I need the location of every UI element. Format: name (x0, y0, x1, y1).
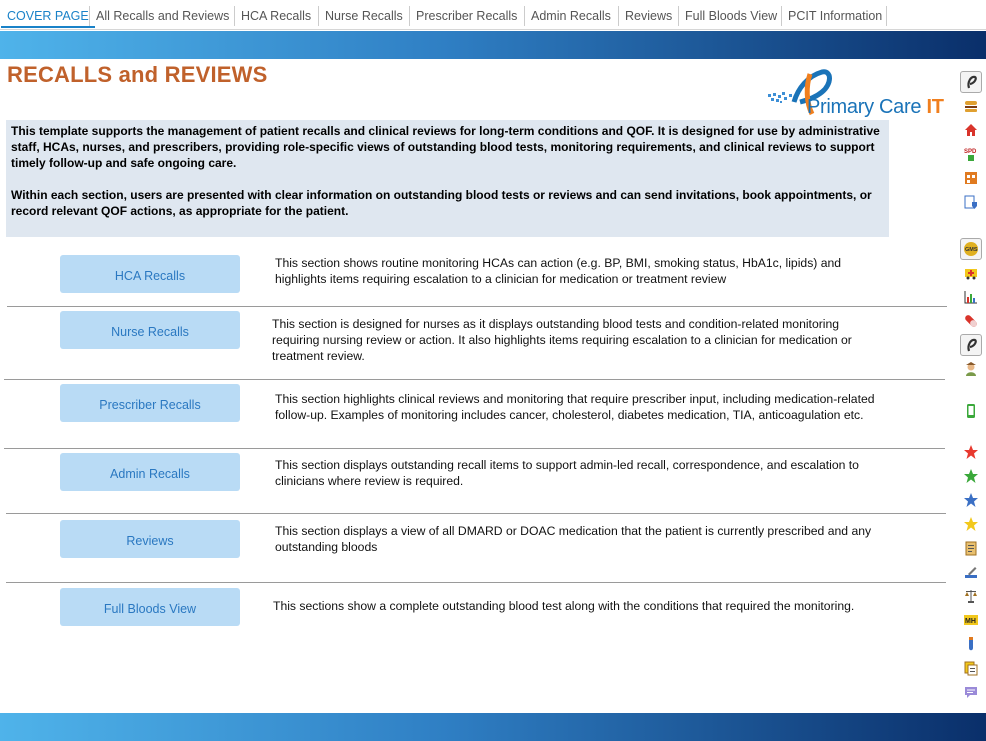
tab-all-recalls-and-reviews[interactable]: All Recalls and Reviews (96, 9, 230, 23)
document-shield-icon[interactable] (960, 191, 982, 213)
logo-text-it: IT (926, 96, 944, 118)
tab-cover-page[interactable]: COVER PAGE (1, 4, 95, 28)
tab-nurse-recalls[interactable]: Nurse Recalls (325, 9, 403, 23)
tab-divider (886, 6, 887, 26)
notes-icon[interactable] (960, 657, 982, 679)
header-band (0, 31, 986, 59)
section-divider (6, 582, 946, 583)
hca-recalls-button[interactable]: HCA Recalls (60, 255, 240, 293)
test-tube-icon[interactable] (960, 633, 982, 655)
green-star-icon[interactable] (960, 465, 982, 487)
bar-chart-icon[interactable] (960, 286, 982, 308)
section-divider (7, 306, 947, 307)
primary-care-it-logo (766, 66, 946, 122)
pcit-logo-icon-2[interactable] (960, 334, 982, 356)
spd-label: SPD (964, 149, 977, 155)
intro-paragraph-2: Within each section, users are presented with clear information on outstanding blood tests or reviews and can send invitations, book appointments, or record relevant QOF actions, as appropriate for the patient. (11, 188, 872, 218)
gms-label: GMS (965, 247, 978, 253)
prescriber-recalls-description: This section highlights clinical reviews and monitoring that require prescriber input, including medication-related follow-up. Examples of monitoring includes cancer, cholesterol, diabetes medication, TIA, anticoagulation etc. (275, 392, 875, 422)
gms-icon[interactable] (960, 238, 982, 260)
admin-recalls-button[interactable]: Admin Recalls (60, 453, 240, 491)
mh-label: MH (965, 618, 976, 625)
full-bloods-view-description: This sections show a complete outstanding blood test along with the conditions that required the monitoring. (273, 599, 855, 613)
mh-icon[interactable] (960, 609, 982, 631)
section-divider (6, 513, 946, 514)
calendar-icon[interactable] (960, 167, 982, 189)
tab-admin-recalls[interactable]: Admin Recalls (531, 9, 611, 23)
tab-bar (0, 0, 986, 30)
capsule-icon[interactable] (960, 310, 982, 332)
nurse-recalls-button[interactable]: Nurse Recalls (60, 311, 240, 349)
ambulance-icon[interactable] (960, 262, 982, 284)
hca-recalls-description: This section shows routine monitoring HCAs can action (e.g. BP, BMI, smoking status, HbA1c, lipids) and highlights items requiring escalation to a clinician for medication or treatment review (275, 256, 842, 286)
spd-icon[interactable] (960, 143, 982, 165)
chat-bubble-icon[interactable] (960, 681, 982, 703)
full-bloods-view-button[interactable]: Full Bloods View (60, 588, 240, 626)
reviews-description: This section displays a view of all DMARD or DOAC medication that the patient is currently prescribed and any outstanding bloods (275, 524, 872, 554)
reviews-button[interactable]: Reviews (60, 520, 240, 558)
tab-full-bloods-view[interactable]: Full Bloods View (685, 9, 778, 23)
tab-prescriber-recalls[interactable]: Prescriber Recalls (416, 9, 518, 23)
mobile-phone-icon[interactable] (960, 400, 982, 422)
pcit-logo-icon[interactable] (960, 71, 982, 93)
person-icon[interactable] (960, 358, 982, 380)
clipboard-icon[interactable] (960, 537, 982, 559)
section-divider (4, 379, 945, 380)
yellow-star-icon[interactable] (960, 513, 982, 535)
admin-recalls-description: This section displays outstanding recall items to support admin-led recall, correspondence, and escalation to clinicians where review is required. (275, 458, 859, 488)
red-star-icon[interactable] (960, 441, 982, 463)
intro-paragraph-1: This template supports the management of patient recalls and clinical reviews for long-term conditions and QOF. It is designed for use by administrative staff, HCAs, nurses, and prescribers, providing role-specific views of outstanding blood tests, monitoring requirements, and clinical reviews to support timely follow-up and safe ongoing care. (11, 124, 880, 170)
tab-reviews[interactable]: Reviews (625, 9, 673, 23)
intro-box (6, 120, 889, 237)
tab-pcit-information[interactable]: PCIT Information (788, 9, 883, 23)
page-title: RECALLS and REVIEWS (7, 62, 268, 87)
home-icon[interactable] (960, 119, 982, 141)
section-divider (4, 448, 945, 449)
prescriber-recalls-button[interactable]: Prescriber Recalls (60, 384, 240, 422)
burger-icon[interactable] (960, 95, 982, 117)
tab-hca-recalls[interactable]: HCA Recalls (241, 9, 312, 23)
logo-text: Primary Care (807, 96, 927, 118)
blue-star-icon[interactable] (960, 489, 982, 511)
scales-icon[interactable] (960, 585, 982, 607)
footer-band (0, 713, 986, 741)
pen-tray-icon[interactable] (960, 561, 982, 583)
nurse-recalls-description: This section is designed for nurses as it displays outstanding blood tests and condition-related monitoring requiring nursing review or action. It also highlights items requiring escalation to a clinician for medication or treatment review. (272, 317, 852, 363)
